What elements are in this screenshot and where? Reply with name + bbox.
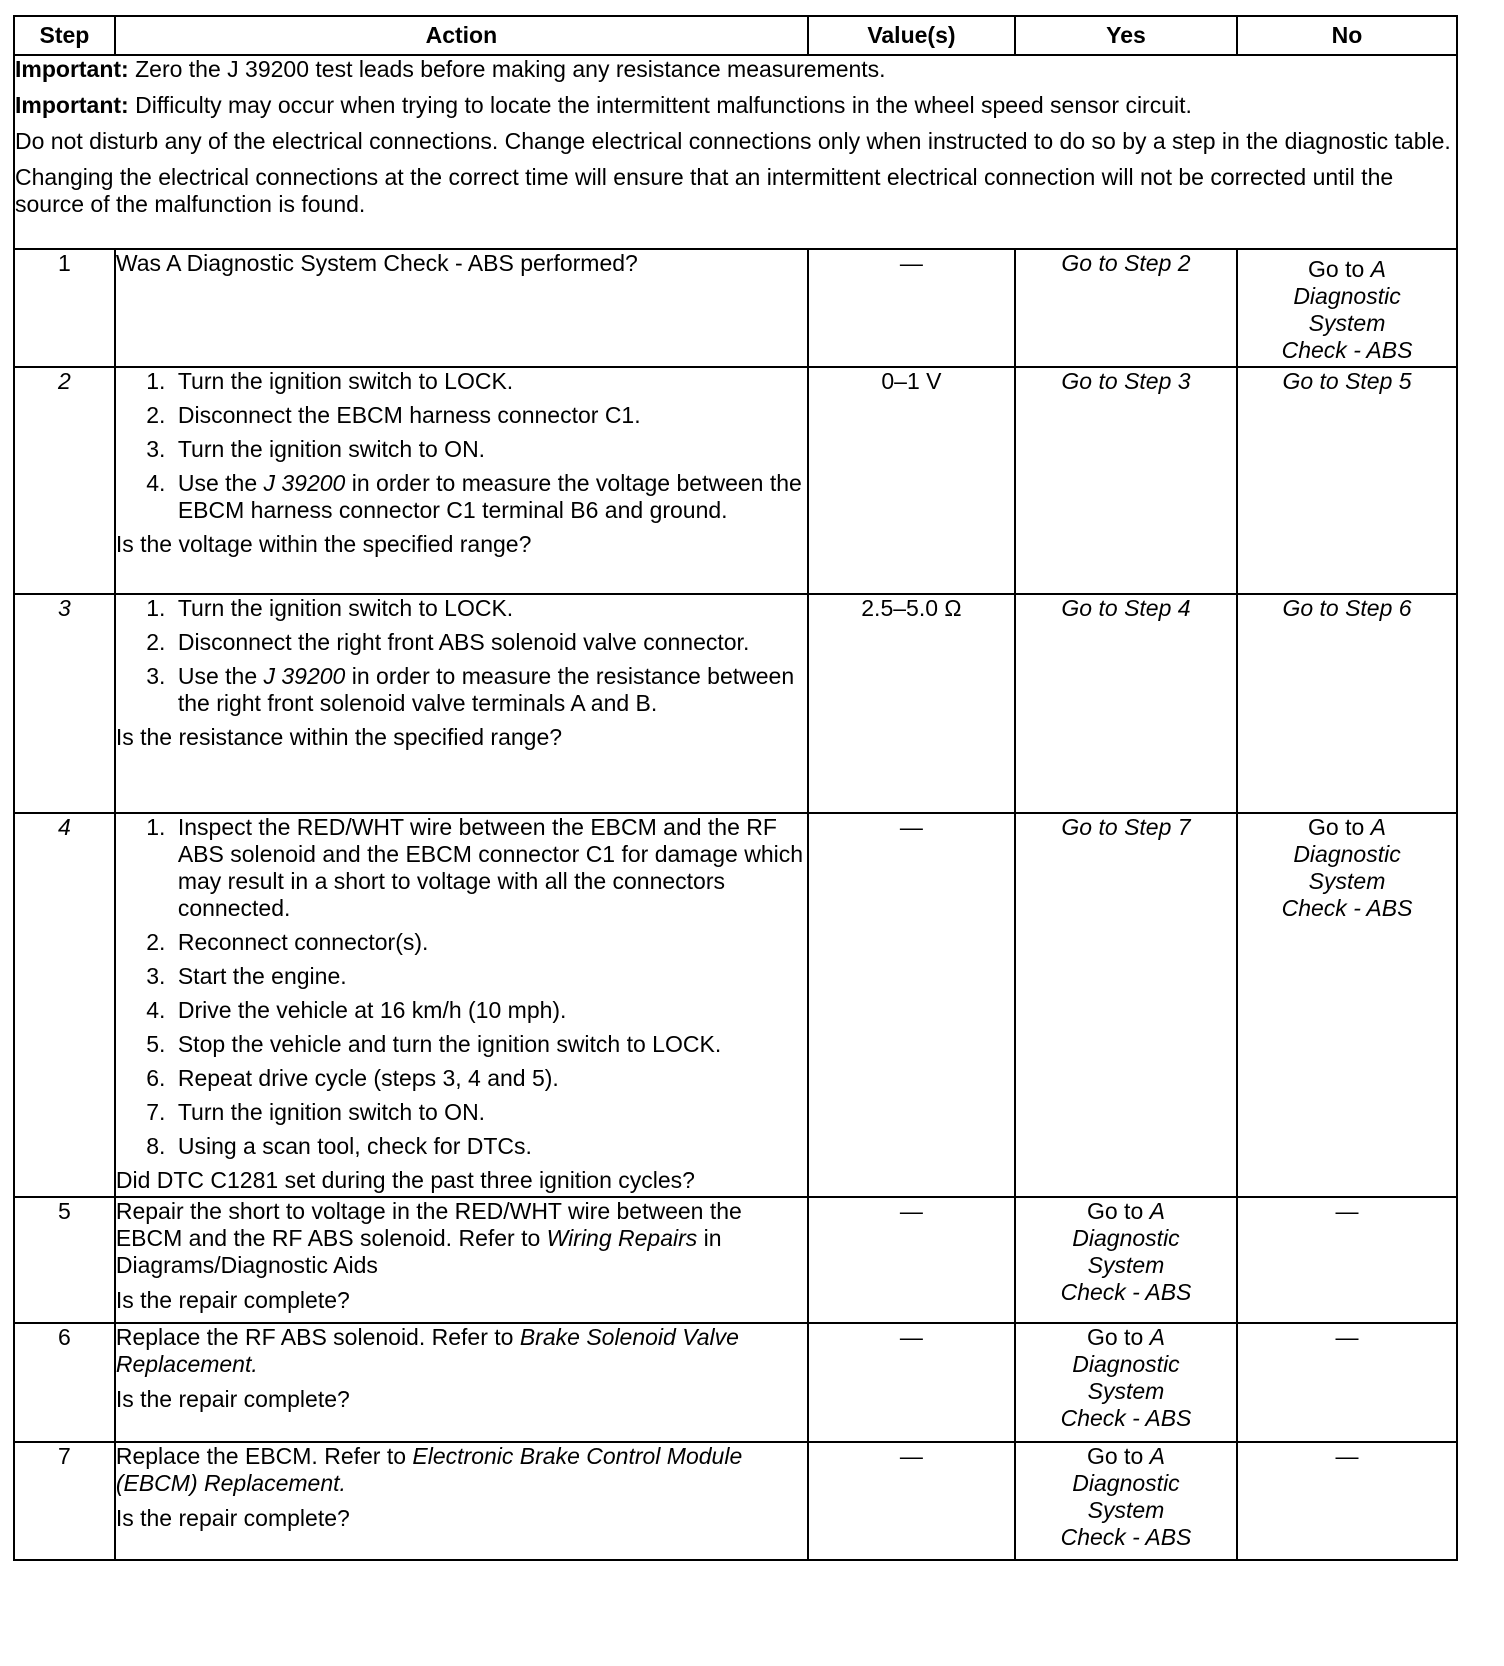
- value-text: —: [899, 1198, 923, 1224]
- note-important-label: Important:: [15, 92, 129, 118]
- step-question: Is the voltage within the specified range?: [115, 531, 532, 557]
- value-text: 2.5–5.0 Ω: [861, 595, 962, 621]
- value-cell: [808, 594, 1015, 813]
- goto-line: Diagnostic: [1072, 1225, 1180, 1251]
- no-cell: [1237, 594, 1457, 813]
- note-zero-leads: [15, 56, 1456, 83]
- value-cell: [808, 813, 1015, 1197]
- step-row-6: [14, 1323, 1457, 1442]
- action-steps: [116, 595, 807, 717]
- yes-cell: [1015, 813, 1237, 1197]
- step-number: 5: [14, 1197, 115, 1323]
- action-step: 5. Stop the vehicle and turn the ignition switch to LOCK.: [172, 1031, 807, 1058]
- step-number: 4: [14, 813, 115, 1197]
- step-number: 2: [14, 367, 115, 594]
- action-step: 1. Inspect the RED/WHT wire between the EBCM and the RF ABS solenoid and the EBCM connector C1 for damage which may result in a short to voltage with all the connectors connected.: [172, 814, 807, 922]
- no-goto: Go to Step 6: [1282, 595, 1412, 621]
- goto-a: A: [1149, 1443, 1165, 1469]
- header-row: [14, 16, 1457, 55]
- goto-line: Check - ABS: [1281, 337, 1413, 363]
- action-paragraph: [116, 1443, 807, 1497]
- yes-cell: [1015, 1197, 1237, 1323]
- note-do-not-disturb: Do not disturb any of the electrical connections. Change electrical connections only when instructed to do so by a step in the diagnostic table.: [15, 128, 1451, 154]
- yes-goto: Go to Step 4: [1061, 595, 1191, 621]
- no-cell: [1237, 1323, 1457, 1442]
- header-yes: Yes: [1015, 16, 1237, 55]
- step-question: Is the repair complete?: [115, 1386, 350, 1412]
- action-text: Repair the short to voltage in the RED/WHT wire between the EBCM and the RF ABS solenoid. Refer to: [115, 1198, 742, 1251]
- action-step: 7. Turn the ignition switch to ON.: [172, 1099, 807, 1126]
- action-text: in Diagrams/Diagnostic Aids: [115, 1225, 722, 1278]
- yes-cell: [1015, 249, 1237, 367]
- action-step: [172, 470, 807, 524]
- goto-line: Check - ABS: [1060, 1279, 1192, 1305]
- action-step: 2. Disconnect the right front ABS solenoid valve connector.: [172, 629, 807, 656]
- use-the-text: Use the: [177, 470, 264, 496]
- action-step: 1. Turn the ignition switch to LOCK.: [172, 595, 807, 622]
- note-important-label: Important:: [15, 56, 129, 82]
- step-question: Did DTC C1281 set during the past three ignition cycles?: [115, 1167, 695, 1193]
- diagnostic-table: [13, 15, 1458, 1561]
- goto-a: A: [1370, 256, 1387, 282]
- reference-link: Brake Solenoid Valve Replacement.: [115, 1324, 739, 1377]
- step-row-7: [14, 1442, 1457, 1560]
- no-text: —: [1335, 1324, 1359, 1350]
- goto-line: System: [1308, 868, 1386, 894]
- note-text: Zero the J 39200 test leads before making any resistance measurements.: [128, 56, 886, 82]
- no-text: —: [1335, 1198, 1359, 1224]
- goto-line: Diagnostic: [1293, 841, 1401, 867]
- action-text: Replace the EBCM. Refer to: [115, 1443, 413, 1469]
- action-step: 2. Disconnect the EBCM harness connector C1.: [172, 402, 807, 429]
- action-step: [172, 663, 807, 717]
- step-row-1: [14, 249, 1457, 367]
- tool-name: J 39200: [263, 470, 346, 496]
- use-the-text: Use the: [177, 663, 264, 689]
- step-question: Was A Diagnostic System Check - ABS performed?: [115, 250, 638, 276]
- yes-goto: Go to Step 3: [1061, 368, 1191, 394]
- goto-line: System: [1087, 1252, 1165, 1278]
- goto-line: Check - ABS: [1060, 1405, 1192, 1431]
- action-paragraph: [116, 1198, 807, 1279]
- action-text: Replace the RF ABS solenoid. Refer to: [115, 1324, 520, 1350]
- header-action: Action: [115, 16, 808, 55]
- step-question: Is the repair complete?: [115, 1287, 350, 1313]
- action-cell: [115, 813, 808, 1197]
- value-cell: [808, 1442, 1015, 1560]
- goto-line: Check - ABS: [1281, 895, 1413, 921]
- tool-name: J 39200: [263, 663, 346, 689]
- no-cell: [1237, 1442, 1457, 1560]
- goto-a: A: [1370, 814, 1387, 840]
- action-cell: [115, 1442, 808, 1560]
- action-step: 8. Using a scan tool, check for DTCs.: [172, 1133, 807, 1160]
- no-cell: [1237, 1197, 1457, 1323]
- yes-goto: Go to Step 7: [1061, 814, 1191, 840]
- step-number: 7: [14, 1442, 115, 1560]
- value-text: —: [899, 250, 923, 276]
- action-cell: [115, 594, 808, 813]
- goto-prefix: Go to: [1086, 1324, 1150, 1350]
- header-step: Step: [14, 16, 115, 55]
- goto-line: System: [1308, 310, 1386, 336]
- action-cell: [115, 1197, 808, 1323]
- value-text: —: [899, 1443, 923, 1469]
- no-cell: [1237, 813, 1457, 1197]
- step-row-3: [14, 594, 1457, 813]
- action-step: 2. Reconnect connector(s).: [172, 929, 807, 956]
- action-step: 3. Start the engine.: [172, 963, 807, 990]
- step-question: Is the repair complete?: [115, 1505, 350, 1531]
- header-value: Value(s): [808, 16, 1015, 55]
- goto-prefix: Go to: [1308, 256, 1371, 282]
- value-cell: [808, 367, 1015, 594]
- action-cell: [115, 249, 808, 367]
- step-row-5: [14, 1197, 1457, 1323]
- step-number: 1: [14, 249, 115, 367]
- value-text: —: [899, 814, 923, 840]
- step-row-4: [14, 813, 1457, 1197]
- action-step: 4. Drive the vehicle at 16 km/h (10 mph).: [172, 997, 807, 1024]
- value-text: —: [899, 1324, 923, 1350]
- action-steps: [116, 368, 807, 524]
- value-cell: [808, 249, 1015, 367]
- value-cell: [808, 1323, 1015, 1442]
- notes-cell: [14, 55, 1457, 249]
- no-goto: Go to Step 5: [1282, 368, 1412, 394]
- note-difficulty: [15, 92, 1456, 119]
- header-no: No: [1237, 16, 1457, 55]
- goto-line: Diagnostic: [1072, 1351, 1180, 1377]
- no-text: —: [1335, 1443, 1359, 1469]
- note-changing-connections: Changing the electrical connections at the correct time will ensure that an intermittent electrical connection will not be corrected until the source of the malfunction is found.: [15, 164, 1394, 217]
- goto-line: Diagnostic: [1293, 283, 1401, 309]
- goto-a: A: [1149, 1324, 1165, 1350]
- action-step-text: in order to measure the voltage between the EBCM harness connector C1 terminal B6 and ground.: [177, 470, 802, 523]
- notes-row: [14, 55, 1457, 249]
- step-question: Is the resistance within the specified range?: [115, 724, 563, 750]
- yes-cell: [1015, 594, 1237, 813]
- action-step: 6. Repeat drive cycle (steps 3, 4 and 5).: [172, 1065, 807, 1092]
- action-cell: [115, 367, 808, 594]
- goto-prefix: Go to: [1086, 1198, 1150, 1224]
- goto-prefix: Go to: [1308, 814, 1371, 840]
- no-cell: [1237, 249, 1457, 367]
- step-number: 6: [14, 1323, 115, 1442]
- value-text: 0–1 V: [881, 368, 942, 394]
- yes-cell: [1015, 367, 1237, 594]
- goto-prefix: Go to: [1086, 1443, 1150, 1469]
- note-text: Difficulty may occur when trying to locate the intermittent malfunctions in the wheel speed sensor circuit.: [128, 92, 1192, 118]
- reference-link: Wiring Repairs: [546, 1225, 698, 1251]
- goto-line: Check - ABS: [1060, 1524, 1192, 1550]
- goto-line: System: [1087, 1378, 1165, 1404]
- yes-cell: [1015, 1442, 1237, 1560]
- action-steps: [116, 814, 807, 1160]
- reference-link: Electronic Brake Control Module (EBCM) Replacement.: [115, 1443, 743, 1496]
- goto-line: Diagnostic: [1072, 1470, 1180, 1496]
- yes-goto: Go to Step 2: [1061, 250, 1191, 276]
- goto-line: System: [1087, 1497, 1165, 1523]
- goto-a: A: [1149, 1198, 1165, 1224]
- value-cell: [808, 1197, 1015, 1323]
- step-row-2: [14, 367, 1457, 594]
- no-cell: [1237, 367, 1457, 594]
- action-step-text: in order to measure the resistance between the right front solenoid valve terminals A and B.: [177, 663, 795, 716]
- action-paragraph: [116, 1324, 807, 1378]
- yes-cell: [1015, 1323, 1237, 1442]
- action-step: 1. Turn the ignition switch to LOCK.: [172, 368, 807, 395]
- action-step: 3. Turn the ignition switch to ON.: [172, 436, 807, 463]
- action-cell: [115, 1323, 808, 1442]
- step-number: 3: [14, 594, 115, 813]
